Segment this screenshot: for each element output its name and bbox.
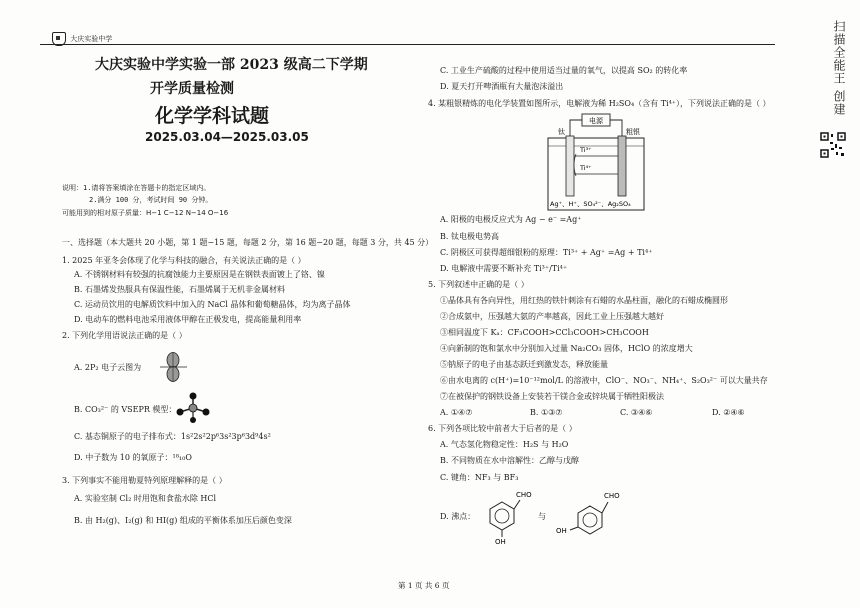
q1-option-a: A. 不锈钢材料有较强的抗腐蚀能力主要原因是在钢铁表面镀上了铬、镍 xyxy=(74,270,325,279)
vsepr-model-icon xyxy=(173,392,213,424)
q1-stem: 1. 2025 年亚冬会体现了化学与科技的融合，有关说法正确的是（ ） xyxy=(62,256,306,265)
q2-option-d xyxy=(74,453,192,463)
mol2-oh-label: OH xyxy=(556,527,567,535)
atomic-masses: 可能用到的相对原子质量：H−1 C−12 N−14 O−16 xyxy=(62,209,229,217)
fig-power-label: 电源 xyxy=(589,117,603,125)
section-heading: 一、选择题（本大题共 20 小题，第 1 题−15 题，每题 2 分，第 16 题−20 题，每题 3 分，共 45 分） xyxy=(62,238,434,247)
fig-ion-ti4: Ti⁴⁺ xyxy=(580,164,592,172)
q6-stem: 6. 下列各项比较中前者大于后者的是（ ） xyxy=(428,424,577,433)
q2-option-d-text: D. 中子数为 10 的氧原子： xyxy=(74,453,173,462)
q3-option-b: B. 由 H₂(g)、I₂(g) 和 HI(g) 组成的平衡体系加压后颜色变深 xyxy=(74,516,292,525)
q4-option-c: C. 阴极区可获得超细银粉的原理：Ti³⁺ + Ag⁺ =Ag + Ti⁴⁺ xyxy=(440,248,653,257)
q5-statement-4: ④向新制的饱和氯水中分别加入过量 Na₂CO₃ 固体，HClO 的浓度增大 xyxy=(440,344,693,353)
mol1-cho-label: CHO xyxy=(516,491,532,499)
mol2-cho-label: CHO xyxy=(604,492,620,500)
q4-stem: 4. 某粗银精炼的电化学装置如图所示，电解液为稀 H₂SO₄（含有 Ti⁴⁺），下列说法正确的是（ ） xyxy=(428,99,771,108)
q2-stem: 2. 下列化学用语说法正确的是（ ） xyxy=(62,331,187,340)
oxygen-nuclide: ¹⁸₁₀O xyxy=(172,453,192,462)
q2-option-b: B. CO₃²⁻ 的 VSEPR 模型： xyxy=(74,405,177,414)
q6-option-d-and: 与 xyxy=(538,512,546,521)
mol1-oh-label: OH xyxy=(495,538,506,546)
q1-option-b: B. 石墨烯发热服具有保温性能，石墨烯属于无机非金属材料 xyxy=(74,285,285,294)
q2-option-c: C. 基态铜原子的电子排布式：1s²2s²2p⁶3s²3p⁶3d⁹4s² xyxy=(74,432,271,441)
instruction-2: 2.满分 100 分，考试时间 90 分钟。 xyxy=(89,196,213,204)
school-logo-text: 大庆实验中学 xyxy=(70,35,113,43)
qr-code-icon xyxy=(820,132,846,158)
q5-option-a: A. ①④⑦ xyxy=(440,408,473,417)
instruction-1: 说明：1.请将答案填涂在答题卡的指定区域内。 xyxy=(62,184,211,192)
q5-statement-7: ⑦在被保护的钢铁设备上安装若干镁合金或锌块属于牺牲阳极法 xyxy=(440,392,664,401)
q5-statement-2: ②合成氨中，压强越大氨的产率越高，因此工业上压强越大越好 xyxy=(440,312,664,321)
page-number: 第 1 页 共 6 页 xyxy=(398,581,450,590)
ortho-hydroxybenzaldehyde-structure xyxy=(474,488,530,544)
q5-statement-1: ①晶体具有各向异性，用红热的铁针刺涂有石蜡的水晶柱面，融化的石蜡成椭圆形 xyxy=(440,296,728,305)
q5-statement-6: ⑥由水电离的 c(H⁺)=10⁻¹²mol/L 的溶液中，ClO⁻、NO₃⁻、NH₄⁺、S₂O₃²⁻ 可以大量共存 xyxy=(440,376,768,385)
q3-option-c: C. 工业生产硫酸的过程中使用适当过量的氧气，以提高 SO₂ 的转化率 xyxy=(440,66,688,75)
q5-option-c: C. ③④⑥ xyxy=(620,408,653,417)
q3-option-a: A. 实验室制 Cl₂ 时用饱和食盐水除 HCl xyxy=(74,494,217,503)
q6-option-c: C. 键角：NF₃ 与 BF₃ xyxy=(440,473,519,482)
q6-option-b: B. 不同物质在水中溶解性：乙醇与戊醇 xyxy=(440,456,579,465)
exam-subject-title: 化学学科试题 xyxy=(155,105,270,127)
q4-option-d: D. 电解液中需要不断补充 Ti³⁺/Ti⁴⁺ xyxy=(440,264,568,273)
exam-title-line2: 开学质量检测 xyxy=(150,81,234,97)
q6-option-d: D. 沸点： xyxy=(440,512,476,521)
q5-option-b: B. ①③⑦ xyxy=(530,408,563,417)
q1-option-c: C. 运动员饮用的电解质饮料中加入的 NaCl 晶体和葡萄糖晶体，均为离子晶体 xyxy=(74,300,351,309)
q5-statement-5: ⑤钠原子的电子由基态跃迁到激发态，释放能量 xyxy=(440,360,608,369)
q1-option-d: D. 电动车的燃料电池采用液体甲醇在正极发电，提高能量利用率 xyxy=(74,315,302,324)
q4-option-a: A. 阳极的电极反应式为 Ag − e⁻ =Ag⁺ xyxy=(440,215,582,224)
scanner-watermark: 扫描全能王 创建 xyxy=(832,20,846,116)
p-orbital-icon xyxy=(158,352,188,382)
electrolysis-cell-diagram xyxy=(540,112,652,220)
exam-title-line1: 大庆实验中学实验一部 2023 级高二下学期 xyxy=(95,57,368,73)
fig-ion-ti3: Ti³⁺ xyxy=(580,146,592,154)
fig-electrolyte-label: Ag⁺、H⁺、SO₄²⁻、Ag₂SO₄ xyxy=(550,200,631,208)
fig-crude-silver-label: 粗银 xyxy=(626,128,640,136)
q3-option-d: D. 夏天打开啤酒瓶有大量泡沫溢出 xyxy=(440,82,564,91)
exam-dates: 2025.03.04—2025.03.05 xyxy=(145,130,309,144)
q4-option-b: B. 钛电极电势高 xyxy=(440,232,499,241)
q5-option-d: D. ②④⑥ xyxy=(712,408,745,417)
q5-statement-3: ③相同温度下 Kₐ：CF₃COOH>CCl₃COOH>CH₃COOH xyxy=(440,328,649,337)
header-rule xyxy=(40,44,775,45)
q3-stem: 3. 下列事实不能用勒夏特列原理解释的是（ ） xyxy=(62,476,227,485)
q6-option-a: A. 气态氢化物稳定性：H₂S 与 H₂O xyxy=(440,440,569,449)
q2-option-a: A. 2P₂ 电子云图为 xyxy=(74,363,142,372)
para-hydroxybenzaldehyde-structure xyxy=(556,488,622,544)
q5-stem: 5. 下列叙述中正确的是（ ） xyxy=(428,280,529,289)
fig-titanium-label: 钛 xyxy=(558,128,565,136)
